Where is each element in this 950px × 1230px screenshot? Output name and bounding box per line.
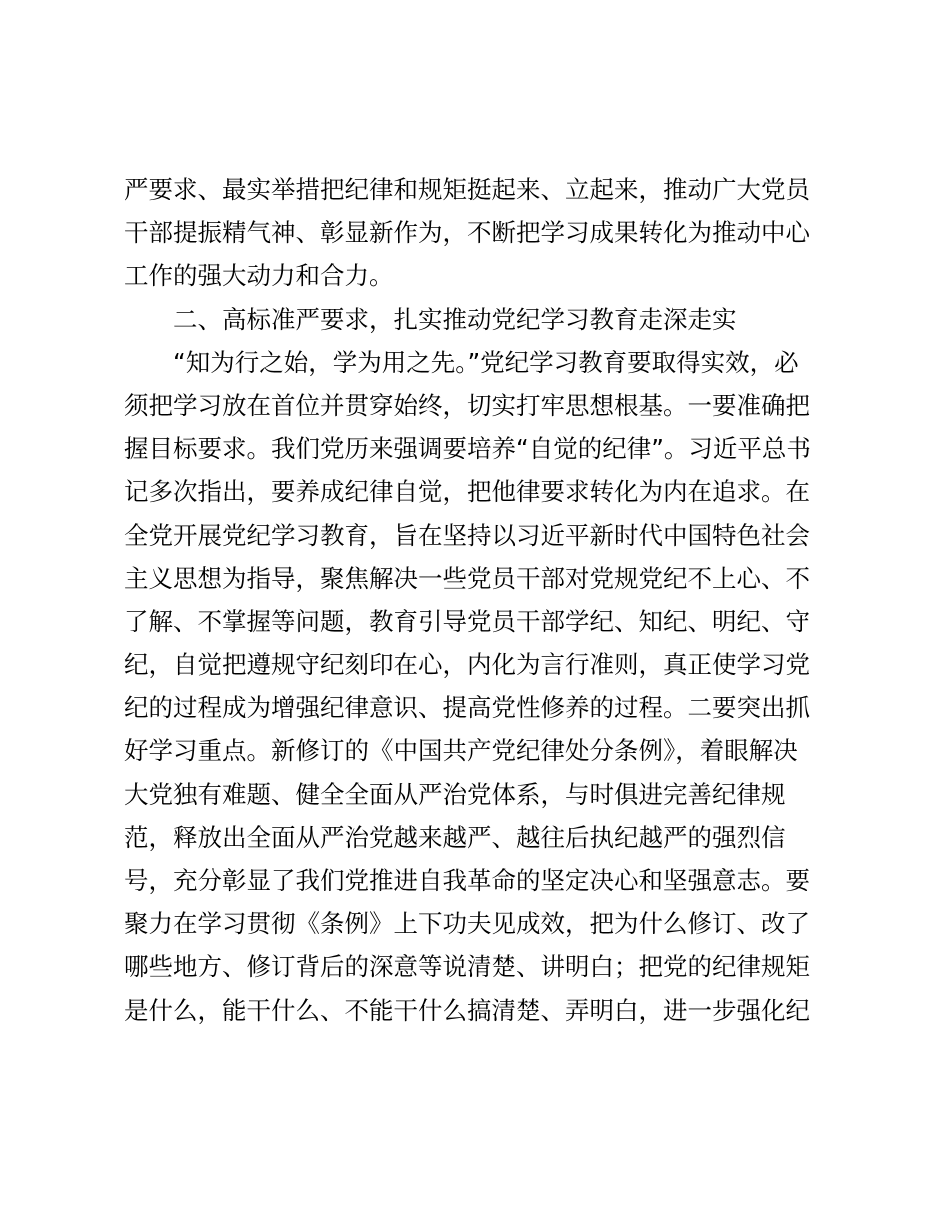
text-line: 范，释放出全面从严治党越来越严、越往后执纪越严的强烈信 — [124, 822, 786, 852]
text-line: 工作的强大动力和合力。 — [124, 261, 394, 291]
text-line: “知为行之始，学为用之先。”党纪学习教育要取得实效，必 — [173, 347, 799, 377]
text-line: 全党开展党纪学习教育，旨在坚持以习近平新时代中国特色社会 — [124, 520, 810, 550]
text-line: 是什么，能干什么、不能干什么搞清楚、弄明白，进一步强化纪 — [124, 995, 810, 1025]
text-line: 须把学习放在首位并贯穿始终，切实打牢思想根基。一要准确把 — [124, 390, 810, 420]
text-line: 干部提振精气神、彰显新作为，不断把学习成果转化为推动中心 — [124, 218, 810, 248]
text-line: 了解、不掌握等问题，教育引导党员干部学纪、知纪、明纪、守 — [124, 606, 810, 636]
text-line: 握目标要求。我们党历来强调要培养“自觉的纪律”。习近平总书 — [124, 434, 811, 464]
text-line: 好学习重点。新修订的《中国共产党纪律处分条例》，着眼解决 — [124, 736, 798, 766]
text-line: 记多次指出，要养成纪律自觉，把他律要求转化为内在追求。在 — [124, 477, 810, 507]
text-line: 主义思想为指导，聚焦解决一些党员干部对党规党纪不上心、不 — [124, 563, 810, 593]
text-line: 大党独有难题、健全全面从严治党体系，与时俱进完善纪律规 — [124, 779, 786, 809]
text-line: 纪，自觉把遵规守纪刻印在心，内化为言行准则，真正使学习党 — [124, 650, 810, 680]
section-heading: 二、高标准严要求，扎实推动党纪学习教育走深走实 — [173, 304, 737, 334]
text-line: 哪些地方、修订背后的深意等说清楚、讲明白；把党的纪律规矩 — [124, 952, 810, 982]
text-line: 号，充分彰显了我们党推进自我革命的坚定决心和坚强意志。要 — [124, 866, 810, 895]
body-text — [124, 168, 828, 1032]
text-line: 纪的过程成为增强纪律意识、提高党性修养的过程。二要突出抓 — [124, 693, 810, 723]
text-line: 聚力在学习贯彻《条例》上下功夫见成效，把为什么修订、改了 — [124, 909, 810, 939]
text-line: 严要求、最实举措把纪律和规矩挺起来、立起来，推动广大党员 — [124, 175, 810, 204]
